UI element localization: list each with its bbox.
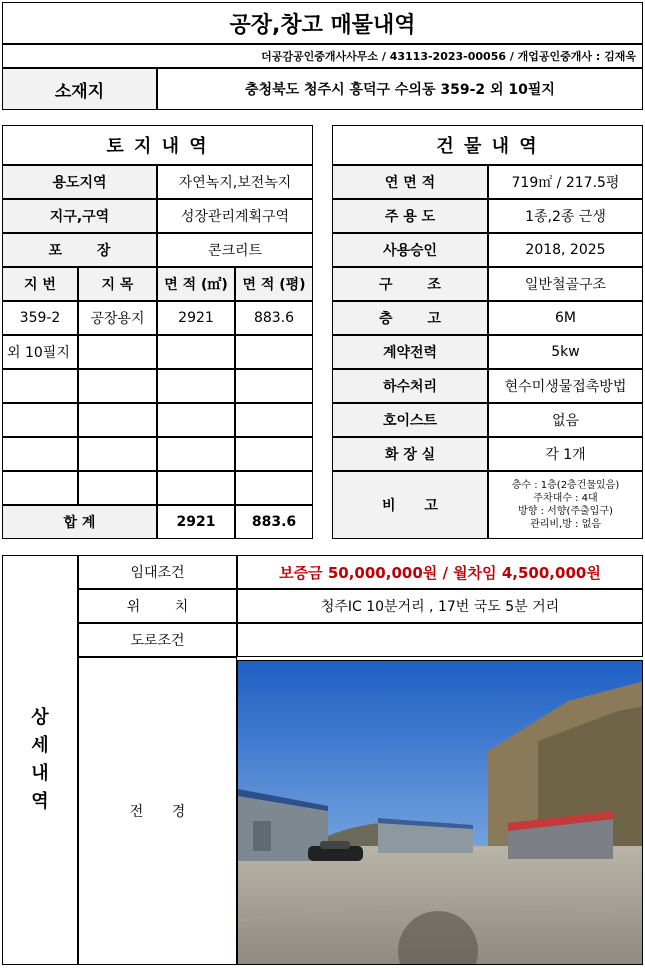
detail-section-label xyxy=(2,555,78,965)
building-notes-label: 비 고 xyxy=(332,471,488,539)
lease-value: 보증금 50,000,000원 / 월차임 4,500,000원 xyxy=(237,555,643,589)
land-total-sqm: 2921 xyxy=(157,505,235,539)
building-label-3: 사용승인 xyxy=(332,233,488,267)
land-row-2-cell-2 xyxy=(78,335,157,369)
land-row-6-cell-2 xyxy=(78,471,157,505)
land-row-4-cell-2 xyxy=(78,403,157,437)
building-label-7: 하수처리 xyxy=(332,369,488,403)
land-row-2-cell-1: 외 10필지 xyxy=(2,335,78,369)
detail-char-1: 상 xyxy=(31,707,49,728)
lease-label: 임대조건 xyxy=(78,555,237,589)
building-value-4: 일반철골구조 xyxy=(488,267,643,301)
zoning-label: 용도지역 xyxy=(2,165,157,199)
land-row-5-cell-4 xyxy=(235,437,313,471)
building-label-1: 연 면 적 xyxy=(332,165,488,199)
building-value-7: 현수미생물접촉방법 xyxy=(488,369,643,403)
building-label-6: 계약전력 xyxy=(332,335,488,369)
land-row-3-cell-2 xyxy=(78,369,157,403)
district-value: 성장관리계획구역 xyxy=(157,199,313,233)
land-total-label: 합 계 xyxy=(2,505,157,539)
land-row-4-cell-1 xyxy=(2,403,78,437)
building-label-9: 화 장 실 xyxy=(332,437,488,471)
building-label-5: 층 고 xyxy=(332,301,488,335)
location-value: 충청북도 청주시 흥덕구 수의동 359-2 외 10필지 xyxy=(157,68,643,110)
building-value-9: 각 1개 xyxy=(488,437,643,471)
building-label-2: 주 용 도 xyxy=(332,199,488,233)
location-label: 소재지 xyxy=(2,68,157,110)
detail-char-4: 역 xyxy=(31,791,49,812)
land-total-pyeong: 883.6 xyxy=(235,505,313,539)
building-value-5: 6M xyxy=(488,301,643,335)
note-parking: 주차대수 : 4대 xyxy=(533,493,598,504)
land-row-5-cell-3 xyxy=(157,437,235,471)
land-row-1-cell-1: 359-2 xyxy=(2,301,78,335)
building-label-8: 호이스트 xyxy=(332,403,488,437)
property-photo xyxy=(237,660,643,965)
area-sqm-header: 면 적 (㎡) xyxy=(157,267,235,301)
building-label-4: 구 조 xyxy=(332,267,488,301)
land-row-5-cell-1 xyxy=(2,437,78,471)
building-notes xyxy=(488,471,643,539)
land-row-2-cell-4 xyxy=(235,335,313,369)
paving-value: 콘크리트 xyxy=(157,233,313,267)
land-row-1-cell-2: 공장용지 xyxy=(78,301,157,335)
detail-char-3: 내 xyxy=(31,763,49,784)
agency-info: 더공감공인중개사사무소 / 43113-2023-00056 / 개업공인중개사 : 김재욱 xyxy=(2,44,643,68)
area-pyeong-header: 면 적 (평) xyxy=(235,267,313,301)
road-label: 도로조건 xyxy=(78,623,237,657)
property-photo-illustration xyxy=(238,661,643,965)
zoning-value: 자연녹지,보전녹지 xyxy=(157,165,313,199)
building-value-2: 1종,2종 근생 xyxy=(488,199,643,233)
position-label: 위 치 xyxy=(78,589,237,623)
land-row-5-cell-2 xyxy=(78,437,157,471)
land-row-3-cell-4 xyxy=(235,369,313,403)
land-section-title: 토 지 내 역 xyxy=(2,125,313,165)
lot-number-header: 지 번 xyxy=(2,267,78,301)
land-row-4-cell-3 xyxy=(157,403,235,437)
land-row-6-cell-1 xyxy=(2,471,78,505)
note-floors: 층수 : 1층(2층건물있음) xyxy=(511,480,620,491)
land-row-6-cell-4 xyxy=(235,471,313,505)
land-row-2-cell-3 xyxy=(157,335,235,369)
land-category-header: 지 목 xyxy=(78,267,157,301)
note-fees: 관리비,방 : 없음 xyxy=(530,519,601,530)
land-row-1-cell-4: 883.6 xyxy=(235,301,313,335)
land-row-6-cell-3 xyxy=(157,471,235,505)
district-label: 지구,구역 xyxy=(2,199,157,233)
position-value: 청주IC 10분거리 , 17번 국도 5분 거리 xyxy=(237,589,643,623)
land-row-3-cell-1 xyxy=(2,369,78,403)
page-title: 공장,창고 매물내역 xyxy=(2,2,643,44)
detail-char-2: 세 xyxy=(31,735,49,756)
building-value-3: 2018, 2025 xyxy=(488,233,643,267)
road-value xyxy=(237,623,643,657)
land-row-4-cell-4 xyxy=(235,403,313,437)
land-row-1-cell-3: 2921 xyxy=(157,301,235,335)
view-label: 전 경 xyxy=(78,657,237,965)
building-value-6: 5kw xyxy=(488,335,643,369)
building-value-8: 없음 xyxy=(488,403,643,437)
land-row-3-cell-3 xyxy=(157,369,235,403)
paving-label: 포 장 xyxy=(2,233,157,267)
building-value-1: 719㎡ / 217.5평 xyxy=(488,165,643,199)
building-section-title: 건 물 내 역 xyxy=(332,125,643,165)
note-direction: 방향 : 서향(주출입구) xyxy=(518,506,613,517)
